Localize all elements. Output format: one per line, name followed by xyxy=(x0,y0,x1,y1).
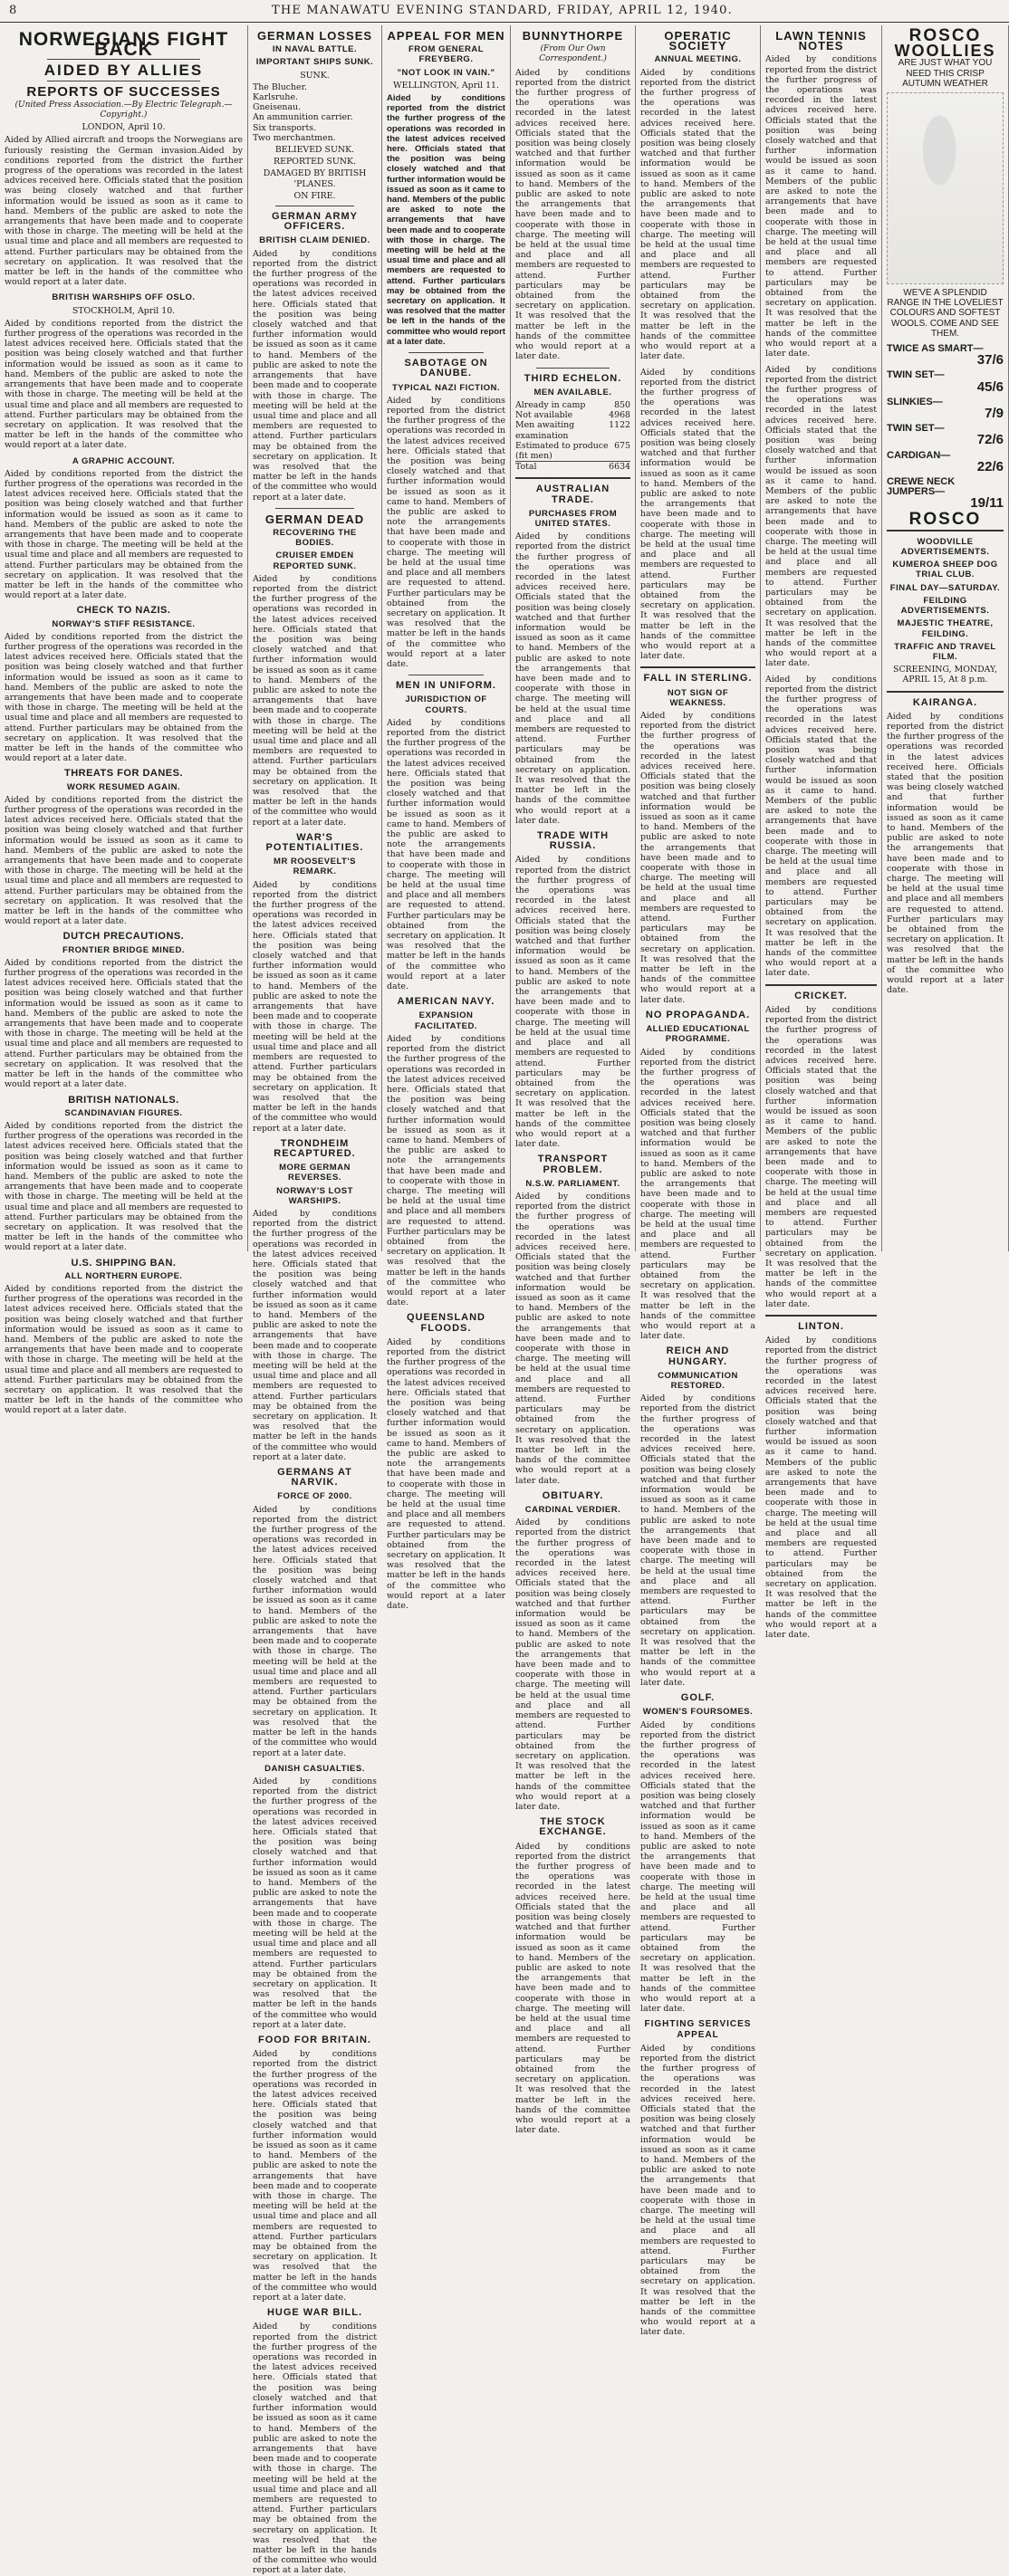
row-label: Men awaiting examination xyxy=(515,420,575,441)
row-value: 850 xyxy=(614,399,630,410)
subhead: DANISH CASUALTIES. xyxy=(264,1763,365,1774)
sunk-ship: Gneisenau. xyxy=(253,102,302,113)
divider xyxy=(536,368,610,369)
headline-stock-exchange: THE STOCK EXCHANGE. xyxy=(539,1816,607,1838)
subhead: COMMUNICATION RESTORED. xyxy=(658,1370,738,1391)
subhead: U.S. SHIPPING BAN. xyxy=(71,1257,177,1269)
article-body xyxy=(387,1337,505,1611)
headline-army-officers: GERMAN ARMY OFFICERS. xyxy=(272,211,358,233)
on-fire: ON FIRE. xyxy=(293,190,336,201)
lead-paragraph: Aided by Allied aircraft and troops the Norwegians are furiously resisting the German invasion. Aided by conditions reported from the district the further progress of the operations was recorded in the latest advices received here. Officials stated that the position was being closely watched and that further information would be issued as soon as it came to hand. Members of the public are asked to note the arrangements that have been made and to cooperate with those in charge. The meeting will be held at the usual time and place and all members are requested to attend. Further particulars may be obtained from the secretary on application. It was resolved that the matter be left in the hands of the committee who would report at a later date. xyxy=(5,135,243,287)
column-1 xyxy=(0,25,248,1281)
subhead: ALL NORTHERN EUROPE. xyxy=(64,1270,183,1281)
correspondent: (From Our Own Correspondent.) xyxy=(539,44,607,64)
column-5 xyxy=(636,25,761,2040)
article-body xyxy=(515,855,630,1149)
sunk-ship: Karlsruhe. xyxy=(253,92,298,103)
subhead: ANNUAL MEETING. xyxy=(654,54,742,65)
item-title: CARDIGAN— xyxy=(887,449,951,461)
article-body xyxy=(640,1048,755,1342)
subhead: ALLIED EDUCATIONAL PROGRAMME. xyxy=(646,1024,750,1045)
headline-uniform: MEN IN UNIFORM. xyxy=(396,680,496,692)
row-label: Estimated to produce (fit men) xyxy=(515,440,609,461)
headline-linton: LINTON. xyxy=(798,1320,844,1332)
subhead: NORWAY'S STIFF RESISTANCE. xyxy=(52,618,196,629)
headline-german-dead: GERMAN DEAD xyxy=(264,512,365,526)
table-row xyxy=(515,461,630,472)
divider xyxy=(408,352,485,353)
headline-kairanga: KAIRANGA. xyxy=(912,696,978,708)
subhead: CRUISER EMDEN REPORTED SUNK. xyxy=(273,551,357,571)
article-body xyxy=(5,1121,243,1253)
article-body xyxy=(253,574,377,828)
sunk-ship: Two merchantmen. xyxy=(253,132,336,143)
subhead: TYPICAL NAZI FICTION. xyxy=(391,382,501,393)
ad-screening: SCREENING, MONDAY, APRIL 15, At 8 p.m. xyxy=(893,665,997,685)
item-title: TWIN SET— xyxy=(887,369,945,381)
headline-australian-trade: AUSTRALIAN TRADE. xyxy=(535,484,610,505)
subhead: FROM GENERAL FREYBERG. xyxy=(408,44,485,65)
headline-narvik: GERMANS AT NARVIK. xyxy=(277,1467,352,1489)
subhead: FORCE OF 2000. xyxy=(277,1491,352,1502)
article-body xyxy=(515,1518,630,1812)
article-body xyxy=(253,2049,377,2303)
column-7-advertisement xyxy=(882,25,1009,1251)
article-body xyxy=(640,1720,755,2015)
divider xyxy=(887,530,1004,531)
ad-headline: WOOLLIES xyxy=(894,42,996,61)
woman-illustration xyxy=(887,92,1004,284)
article-body xyxy=(765,54,877,359)
article-body xyxy=(5,319,243,451)
article-body xyxy=(5,632,243,764)
divider xyxy=(887,691,1004,693)
headline-reich: REICH AND HUNGARY. xyxy=(666,1345,730,1367)
subhead: N.S.W. PARLIAMENT. xyxy=(525,1178,620,1189)
headline-norwegians: NORWEGIANS FIGHT BACK xyxy=(18,29,229,61)
headline-sabotage: SABOTAGE ON DANUBE. xyxy=(404,358,488,379)
row-value: 1122 xyxy=(609,420,630,431)
article-body xyxy=(5,1284,243,1416)
ad-subtitle: FINAL DAY—SATURDAY. xyxy=(889,582,1001,593)
article-body xyxy=(253,2322,377,2575)
article-body xyxy=(253,1209,377,1462)
newspaper-title: THE MANAWATU EVENING STANDARD, FRIDAY, APRIL 12, 1940. xyxy=(272,4,733,17)
damaged: DAMAGED BY BRITISH 'PLANES. xyxy=(263,168,367,189)
masthead xyxy=(0,0,1009,23)
item-price: 72/6 xyxy=(976,432,1004,448)
ad-subtitle: TRAFFIC AND TRAVEL FILM. xyxy=(894,641,996,662)
subhead: IMPORTANT SHIPS SUNK. xyxy=(255,57,374,68)
article-body xyxy=(887,712,1004,996)
article-body xyxy=(640,711,755,1005)
subhead: IN NAVAL BATTLE. xyxy=(272,44,358,55)
subhead: MR ROOSEVELT'S REMARK. xyxy=(274,857,356,877)
article-body xyxy=(640,1393,755,1688)
headline-echelon: THIRD ECHELON. xyxy=(524,372,622,384)
headline-allies: AIDED BY ALLIES xyxy=(43,62,204,80)
headline-navy: AMERICAN NAVY. xyxy=(397,996,495,1008)
subhead: EXPANSION FACILITATED. xyxy=(415,1010,477,1031)
article-body xyxy=(640,368,755,662)
subhead: MORE GERMAN REVERSES. xyxy=(279,1163,351,1183)
headline-food: FOOD FOR BRITAIN. xyxy=(258,2034,371,2045)
subhead: THREATS FOR DANES. xyxy=(63,768,184,780)
item-title: TWICE AS SMART— xyxy=(887,343,984,355)
divider xyxy=(640,666,755,668)
item-price: 7/9 xyxy=(985,406,1004,422)
row-value: 675 xyxy=(614,440,630,451)
subhead: BRITISH WARSHIPS OFF OSLO. xyxy=(52,292,196,303)
article-body xyxy=(640,2044,755,2338)
article-body xyxy=(515,531,630,826)
sunk-ship: The Blucher. xyxy=(253,81,308,92)
article-body xyxy=(253,1505,377,1758)
column-3 xyxy=(382,25,511,1334)
article-body xyxy=(5,795,243,927)
subhead: CARDINAL VERDIER. xyxy=(524,1505,621,1516)
article-body xyxy=(387,1034,505,1307)
subhead: NORWAY'S LOST WARSHIPS. xyxy=(276,1185,353,1206)
ads-header: WOODVILLE ADVERTISEMENTS. xyxy=(900,536,990,558)
headline-obituary: OBITUARY. xyxy=(542,1489,604,1501)
row-value: 6634 xyxy=(609,462,630,473)
article-body xyxy=(253,1776,377,2030)
headline-bunnythorpe: BUNNYTHORPE xyxy=(522,29,624,43)
subhead: CHECK TO NAZIS. xyxy=(76,605,171,617)
dateline: WELLINGTON, April 11. xyxy=(393,80,499,91)
subhead: RECOVERING THE BODIES. xyxy=(273,527,357,549)
headline-floods: QUEENSLAND FLOODS. xyxy=(406,1312,485,1334)
table-row xyxy=(515,400,630,410)
headline-tennis: LAWN TENNIS NOTES xyxy=(775,29,867,53)
subhead: PURCHASES FROM UNITED STATES. xyxy=(528,508,618,529)
subhead: SCANDINAVIAN FIGURES. xyxy=(64,1107,183,1118)
article-body xyxy=(387,396,505,669)
subhead: BRITISH CLAIM DENIED. xyxy=(259,235,370,246)
page-number: 8 xyxy=(9,4,18,17)
item-price: 19/11 xyxy=(970,495,1004,512)
subhead: NOT SIGN OF WEAKNESS. xyxy=(667,687,729,708)
article-body xyxy=(765,675,877,979)
article-body xyxy=(5,958,243,1090)
row-label: Already in camp xyxy=(515,399,586,410)
column-2 xyxy=(248,25,382,2319)
item-price: 45/6 xyxy=(976,378,1004,395)
table-row xyxy=(515,410,630,420)
row-label: Not available xyxy=(515,410,573,421)
item-title: CREWE NECK JUMPERS— xyxy=(887,476,956,498)
subhead: JURISDICTION OF COURTS. xyxy=(405,694,487,715)
subhead: "NOT LOOK IN VAIN." xyxy=(397,67,495,78)
row-value: 4968 xyxy=(609,410,630,421)
believed-sunk: BELIEVED SUNK. xyxy=(274,145,355,156)
ad-tagline: ARE JUST WHAT YOU NEED THIS CRISP AUTUMN WEATHER xyxy=(898,58,993,89)
item-price: 37/6 xyxy=(976,352,1004,369)
dateline: LONDON, April 10. xyxy=(82,122,166,133)
reported-sunk: REPORTED SUNK. xyxy=(274,157,356,168)
subhead: A GRAPHIC ACCOUNT. xyxy=(72,455,176,466)
article-body xyxy=(253,880,377,1134)
sunk-ship: An ammunition carrier. xyxy=(253,112,353,123)
row-label: Total xyxy=(515,462,537,473)
table-row xyxy=(515,420,630,440)
ads-header: FEILDING ADVERTISEMENTS. xyxy=(900,595,990,617)
article-body xyxy=(765,1005,877,1309)
article-body xyxy=(515,68,630,362)
wire-credit: (United Press Association.—By Electric Telegraph.—Copyright.) xyxy=(14,100,233,120)
sunk-label: SUNK. xyxy=(300,70,330,81)
headline-trondheim: TRONDHEIM RECAPTURED. xyxy=(274,1137,356,1159)
headline-german-losses: GERMAN LOSSES xyxy=(256,29,373,43)
subhead: DUTCH PRECAUTIONS. xyxy=(62,931,185,943)
article-body xyxy=(253,249,377,503)
subhead: WOMEN'S FOURSOMES. xyxy=(642,1707,754,1718)
item-title: SLINKIES— xyxy=(887,396,943,407)
divider xyxy=(765,1315,877,1317)
divider xyxy=(765,984,877,986)
headline-operatic: OPERATIC SOCIETY xyxy=(664,29,732,53)
article-body xyxy=(765,1336,877,1640)
ad-title: MAJESTIC THEATRE, FEILDING. xyxy=(897,618,994,639)
headline-golf: GOLF. xyxy=(680,1692,716,1704)
article-body xyxy=(5,469,243,601)
column-4 xyxy=(511,25,636,1838)
ad-range: WE'VE A SPLENDID RANGE IN THE LOVELIEST COLOURS AND SOFTEST WOOLS. COME AND SEE THEM. xyxy=(887,288,1004,339)
item-title: TWIN SET— xyxy=(887,423,945,435)
headline-war-bill: HUGE WAR BILL. xyxy=(266,2307,363,2319)
item-price: 22/6 xyxy=(976,458,1004,474)
headline-russia: TRADE WITH RUSSIA. xyxy=(536,830,610,852)
subhead: BRITISH NATIONALS. xyxy=(68,1094,179,1106)
article-body xyxy=(515,1842,630,2136)
ad-title: KUMEROA SHEEP DOG TRIAL CLUB. xyxy=(892,560,998,580)
headline-successes: REPORTS OF SUCCESSES xyxy=(26,83,221,100)
divider xyxy=(515,477,630,479)
article-body xyxy=(765,365,877,669)
subhead: WORK RESUMED AGAIN. xyxy=(66,781,181,792)
article-body xyxy=(515,1192,630,1486)
echelon-table xyxy=(515,400,630,472)
headline-wars-potentialities: WAR'S POTENTIALITIES. xyxy=(265,831,364,854)
headline-transport: TRANSPORT PROBLEM. xyxy=(537,1154,609,1175)
article-body xyxy=(387,93,505,347)
headline-propaganda: NO PROPAGANDA. xyxy=(645,1009,751,1020)
sunk-ship: Six transports. xyxy=(253,122,317,133)
article-body xyxy=(387,718,505,991)
brand-name: ROSCO xyxy=(908,26,982,45)
article-body xyxy=(640,68,755,362)
subhead: FRONTIER BRIDGE MINED. xyxy=(62,944,186,955)
headline-fighting-services: FIGHTING SERVICES APPEAL xyxy=(644,2019,752,2040)
headline-sterling: FALL IN STERLING. xyxy=(643,673,753,685)
dateline: STOCKHOLM, April 10. xyxy=(72,305,176,316)
headline-cricket: CRICKET. xyxy=(794,990,848,1001)
subhead: MEN AVAILABLE. xyxy=(533,387,612,397)
headline-appeal: APPEAL FOR MEN xyxy=(387,29,505,43)
column-6 xyxy=(761,25,882,1332)
table-row xyxy=(515,441,630,461)
brand-footer: ROSCO xyxy=(908,509,982,529)
divider xyxy=(275,508,355,509)
